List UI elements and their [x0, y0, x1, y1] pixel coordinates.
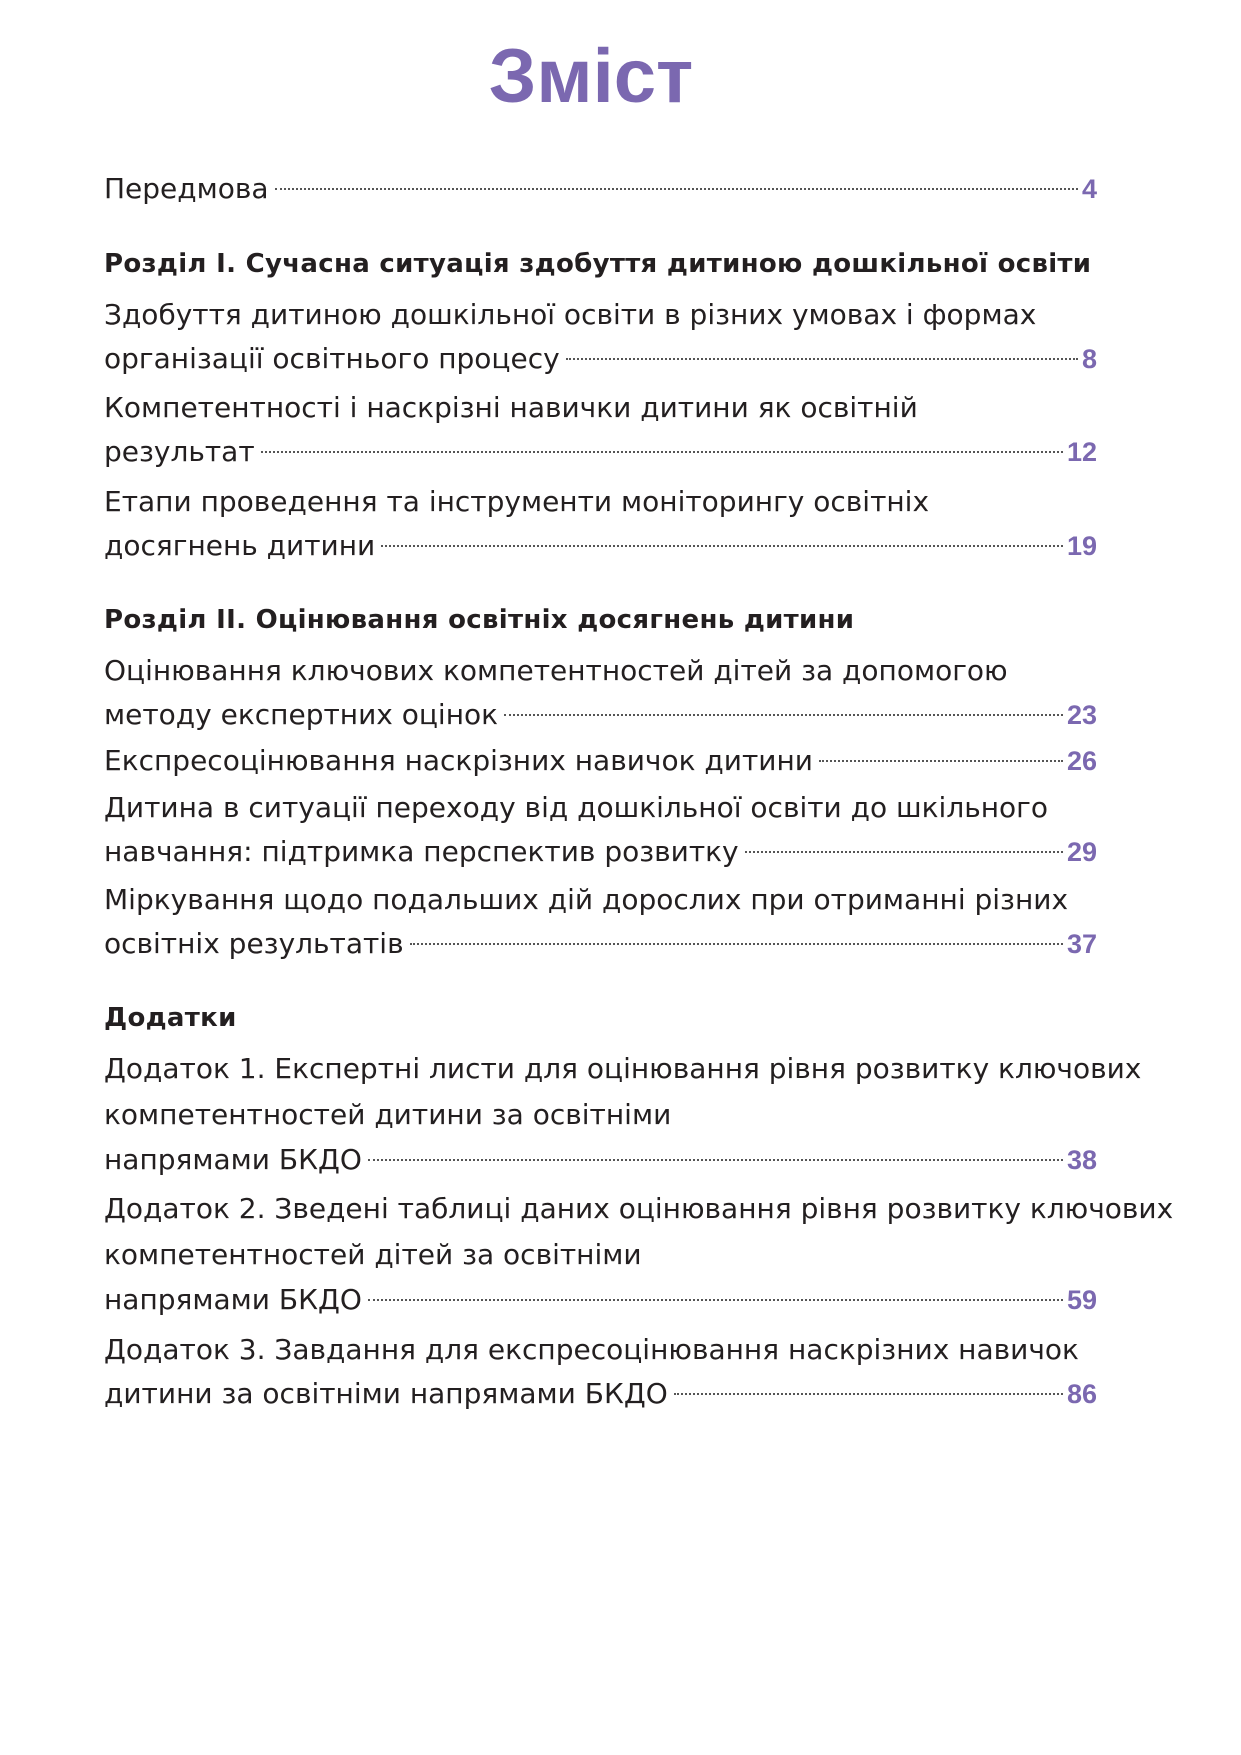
entry-text: методу експертних оцінок — [104, 698, 499, 731]
dot-leader — [368, 1299, 1063, 1301]
toc-entry-line[interactable] — [104, 1187, 1173, 1231]
toc-entry-line[interactable] — [104, 524, 1097, 568]
entry-text: організації освітнього процесу — [104, 342, 560, 375]
section-heading: Розділ ІІ. Оцінювання освітніх досягнень дитини — [104, 605, 855, 635]
dot-leader — [275, 188, 1078, 190]
entry-text: Додаток 3. Завдання для експресоцінювання наскрізних навичок — [104, 1333, 1079, 1366]
toc-entry-line[interactable] — [104, 922, 1097, 966]
entry-text: Передмова — [104, 172, 269, 205]
dot-leader — [819, 760, 1063, 762]
toc-entry-line[interactable] — [104, 1233, 642, 1277]
entry-text: Експресоцінювання наскрізних навичок дитини — [104, 744, 813, 777]
entry-text: Додаток 2. Зведені таблиці даних оцінювання рівня розвитку ключових — [104, 1192, 1174, 1225]
entry-text: освітніх результатів — [104, 927, 404, 960]
toc-entry-line[interactable] — [104, 649, 1008, 693]
toc-entry-line[interactable] — [104, 1372, 1097, 1416]
page-number: 4 — [1081, 174, 1097, 204]
entry-text: Етапи проведення та інструменти моніторингу освітніх — [104, 485, 930, 518]
dot-leader — [674, 1393, 1063, 1395]
dot-leader — [410, 943, 1063, 945]
dot-leader — [504, 714, 1063, 716]
toc-entry-line[interactable] — [104, 430, 1097, 474]
entry-text: Оцінювання ключових компетентностей дітей за допомогою — [104, 654, 1008, 687]
toc-entry-line[interactable] — [104, 878, 1068, 922]
toc-entry-line[interactable] — [104, 830, 1097, 874]
dot-leader — [745, 851, 1063, 853]
page-number: 38 — [1066, 1145, 1097, 1175]
entry-text: компетентностей дитини за освітніми — [104, 1098, 672, 1131]
entry-text: дитини за освітніми напрямами БКДО — [104, 1377, 668, 1410]
toc-entry-line[interactable] — [104, 1328, 1079, 1372]
dot-leader — [566, 358, 1078, 360]
page-number: 59 — [1066, 1285, 1097, 1315]
toc-entry-line[interactable] — [104, 1138, 1097, 1182]
entry-text: компетентностей дітей за освітніми — [104, 1238, 642, 1271]
toc-entry-line[interactable] — [104, 739, 1097, 783]
page-title: Зміст — [488, 34, 694, 119]
dot-leader — [261, 451, 1063, 453]
page-number: 37 — [1066, 929, 1097, 959]
entry-text: Здобуття дитиною дошкільної освіти в різних умовах і формах — [104, 298, 1037, 331]
entry-text: Дитина в ситуації переходу від дошкільної освіти до шкільного — [104, 791, 1049, 824]
entry-text: Міркування щодо подальших дій дорослих при отриманні різних — [104, 883, 1069, 916]
section-heading: Додатки — [104, 1003, 237, 1033]
entry-text: досягнень дитини — [104, 529, 376, 562]
page-number: 29 — [1066, 837, 1097, 867]
toc-entry-line[interactable] — [104, 386, 918, 430]
toc-entry-line[interactable] — [104, 1047, 1141, 1091]
toc-entry-line[interactable] — [104, 1093, 671, 1137]
page-number: 23 — [1066, 700, 1097, 730]
toc-entry-line[interactable] — [104, 337, 1097, 381]
toc-entry-line[interactable] — [104, 293, 1036, 337]
section-heading: Розділ І. Сучасна ситуація здобуття дитиною дошкільної освіти — [104, 249, 1092, 279]
entry-text: Додаток 1. Експертні листи для оцінювання рівня розвитку ключових — [104, 1052, 1142, 1085]
toc-entry-line[interactable] — [104, 480, 929, 524]
entry-text: напрямами БКДО — [104, 1283, 362, 1316]
toc-entry-line[interactable] — [104, 1278, 1097, 1322]
toc-entry-line[interactable] — [104, 786, 1048, 830]
page-number: 12 — [1066, 437, 1097, 467]
dot-leader — [381, 545, 1063, 547]
page-number: 26 — [1066, 746, 1097, 776]
page-number: 19 — [1066, 531, 1097, 561]
dot-leader — [368, 1159, 1063, 1161]
entry-text: Компетентності і наскрізні навички дитини як освітній — [104, 391, 918, 424]
toc-entry-line[interactable] — [104, 693, 1097, 737]
entry-text: навчання: підтримка перспектив розвитку — [104, 835, 739, 868]
page-number: 86 — [1066, 1379, 1097, 1409]
entry-text: напрямами БКДО — [104, 1143, 362, 1176]
toc-entry-line[interactable] — [104, 167, 1097, 211]
page-number: 8 — [1081, 344, 1097, 374]
entry-text: результат — [104, 435, 255, 468]
